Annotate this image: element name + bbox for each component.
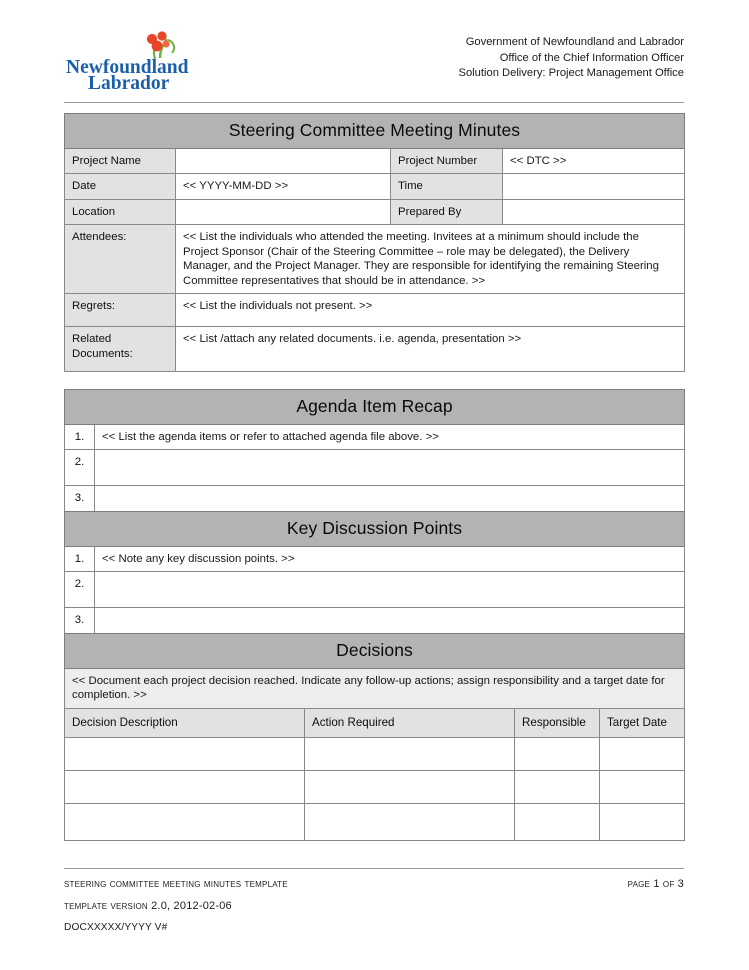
prepared-by-label: Prepared By: [391, 199, 503, 225]
document-footer: [64, 878, 684, 943]
agenda-row-text[interactable]: [95, 450, 685, 486]
table-row: [65, 771, 685, 804]
action-required-cell[interactable]: [305, 738, 515, 771]
agency-line-2: Office of the Chief Information Officer: [499, 51, 684, 64]
footer-row-version: [64, 900, 684, 912]
page-title: Steering Committee Meeting Minutes: [65, 114, 685, 149]
time-value[interactable]: [503, 174, 685, 200]
date-label: Date: [65, 174, 176, 200]
discussion-title-row: [65, 512, 685, 547]
discussion-row-text[interactable]: << Note any key discussion points. >>: [95, 546, 685, 572]
agency-line-1: Government of Newfoundland and Labrador: [465, 36, 684, 48]
agency-line-3: Solution Delivery: Project Management Office: [458, 67, 684, 79]
attendees-label: Attendees:: [65, 225, 176, 294]
location-label: Location: [65, 199, 176, 225]
decision-description-cell[interactable]: [65, 738, 305, 771]
logo-flower-icon: [152, 41, 163, 52]
agenda-row-number: 3.: [65, 486, 95, 522]
footer-row-title: [64, 878, 684, 890]
logo-graphic: [64, 28, 194, 90]
footer-row-docid: [64, 922, 684, 933]
footer-document-id: DOCXXXXX/YYYY V#: [64, 922, 168, 933]
discussion-row-number: 3.: [65, 608, 95, 644]
target-date-cell[interactable]: [600, 771, 685, 804]
column-header-action-required: Action Required: [305, 708, 515, 738]
related-documents-value[interactable]: << List /attach any related documents. i.e. agenda, presentation >>: [176, 327, 685, 372]
time-label: Time: [391, 174, 503, 200]
responsible-cell[interactable]: [515, 738, 600, 771]
document-header: [64, 26, 684, 98]
table-row: [65, 199, 685, 225]
decisions-header-row: [65, 708, 685, 738]
discussion-section-title: Key Discussion Points: [65, 512, 685, 547]
discussion-row-text[interactable]: [95, 572, 685, 608]
action-required-cell[interactable]: [305, 771, 515, 804]
agenda-row-number: 1.: [65, 424, 95, 450]
table-row: [65, 804, 685, 841]
list-item: [65, 546, 685, 572]
column-header-decision-description: Decision Description: [65, 708, 305, 738]
agenda-row-text[interactable]: << List the agenda items or refer to attached agenda file above. >>: [95, 424, 685, 450]
agenda-section-title: Agenda Item Recap: [65, 390, 685, 425]
table-row: [65, 174, 685, 200]
newfoundland-labrador-logo: [64, 26, 214, 90]
logo-wordmark-line1: Newfoundland: [66, 57, 189, 78]
regrets-value[interactable]: << List the individuals not present. >>: [176, 294, 685, 327]
project-name-value[interactable]: [176, 148, 391, 174]
related-documents-row: [65, 327, 685, 372]
responsible-cell[interactable]: [515, 771, 600, 804]
agenda-title-row: [65, 390, 685, 425]
regrets-label: Regrets:: [65, 294, 176, 327]
footer-document-title: steering committee meeting minutes template: [64, 878, 288, 890]
discussion-row-number: 1.: [65, 546, 95, 572]
attendees-value[interactable]: << List the individuals who attended the meeting. Invitees at a minimum should include the Project Sponsor (Chair of the Steering Committee – role may be delegated), the Delivery Manager, and the Project Manager. They are responsible for identifying the remaining Steering Committee representatives that should be in attendance. >>: [176, 225, 685, 294]
action-required-cell[interactable]: [305, 804, 515, 841]
target-date-cell[interactable]: [600, 738, 685, 771]
attendees-row: [65, 225, 685, 294]
logo-flower-icon: [162, 40, 169, 47]
table-row: [65, 148, 685, 174]
agency-heading: [458, 26, 684, 82]
target-date-cell[interactable]: [600, 804, 685, 841]
decisions-section-title: Decisions: [65, 634, 685, 669]
date-value[interactable]: << YYYY-MM-DD >>: [176, 174, 391, 200]
decisions-instruction: << Document each project decision reached. Indicate any follow-up actions; assign responsibility and a target date for completion. >>: [65, 668, 685, 708]
list-item: [65, 572, 685, 608]
footer-divider: [64, 868, 684, 869]
location-value[interactable]: [176, 199, 391, 225]
meeting-minutes-table: [64, 113, 685, 372]
discussion-row-number: 2.: [65, 572, 95, 608]
related-documents-label: Related Documents:: [65, 327, 176, 372]
footer-template-version: template version 2.0, 2012-02-06: [64, 900, 232, 912]
footer-page-number: page 1 of 3: [627, 878, 684, 890]
prepared-by-value[interactable]: [503, 199, 685, 225]
decisions-instruction-row: [65, 668, 685, 708]
agenda-row-number: 2.: [65, 450, 95, 486]
logo-wordmark-line2: Labrador: [88, 73, 170, 90]
column-header-responsible: Responsible: [515, 708, 600, 738]
agenda-item-recap-table: [64, 389, 685, 522]
key-discussion-points-table: [64, 511, 685, 644]
minutes-title-row: [65, 114, 685, 149]
list-item: [65, 450, 685, 486]
table-row: [65, 738, 685, 771]
list-item: [65, 424, 685, 450]
decisions-title-row: [65, 634, 685, 669]
responsible-cell[interactable]: [515, 804, 600, 841]
regrets-row: [65, 294, 685, 327]
logo-flower-icon: [157, 31, 166, 40]
column-header-target-date: Target Date: [600, 708, 685, 738]
decisions-table: [64, 633, 685, 841]
header-divider: [64, 102, 684, 103]
project-number-value[interactable]: << DTC >>: [503, 148, 685, 174]
decision-description-cell[interactable]: [65, 771, 305, 804]
decision-description-cell[interactable]: [65, 804, 305, 841]
project-number-label: Project Number: [391, 148, 503, 174]
project-name-label: Project Name: [65, 148, 176, 174]
